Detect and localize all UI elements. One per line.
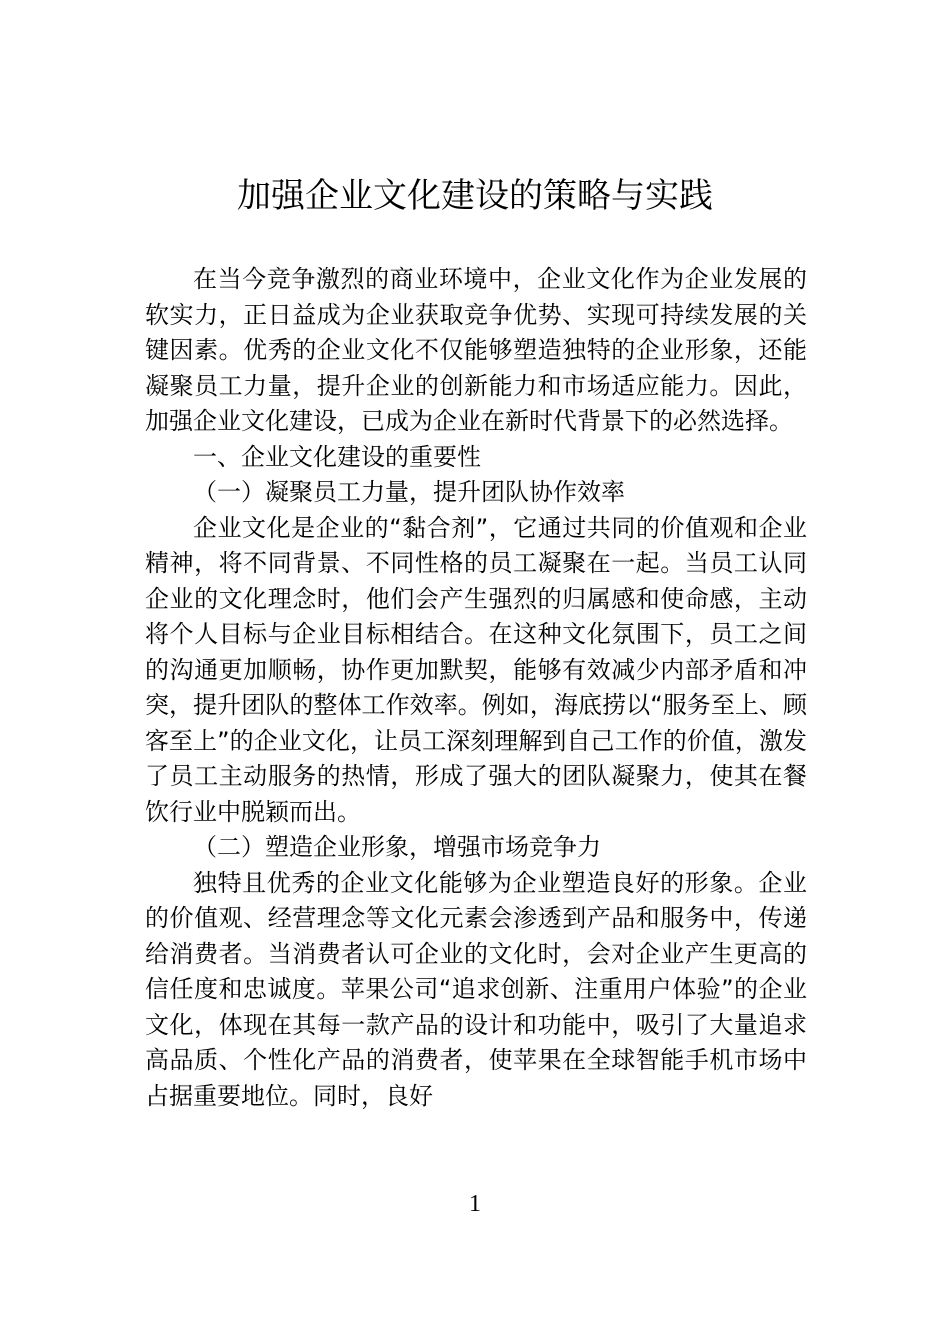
page-number: 1 bbox=[469, 1191, 481, 1217]
subsection-heading-2: （二）塑造企业形象，增强市场竞争力 bbox=[193, 833, 601, 861]
document-body bbox=[145, 262, 807, 1114]
subsection-heading-1: （一）凝聚员工力量，提升团队协作效率 bbox=[193, 478, 625, 506]
subsection-paragraph-2: 独特且优秀的企业文化能够为企业塑造良好的形象。企业的价值观、经营理念等文化元素会渗透到产品和服务中，传递给消费者。当消费者认可企业的文化时，会对企业产生更高的信任度和忠诚度。苹果公司“追求创新、注重用户体验”的企业文化，体现在其每一款产品的设计和功能中，吸引了大量追求高品质、个性化产品的消费者，使苹果在全球智能手机市场中占据重要地位。同时，良好 bbox=[145, 868, 807, 1110]
subsection-paragraph-1: 企业文化是企业的“黏合剂”，它通过共同的价值观和企业精神，将不同背景、不同性格的员工凝聚在一起。当员工认同企业的文化理念时，他们会产生强烈的归属感和使命感，主动将个人目标与企业目标相结合。在这种文化氛围下，员工之间的沟通更加顺畅，协作更加默契，能够有效减少内部矛盾和冲突，提升团队的整体工作效率。例如，海底捞以“服务至上、顾客至上”的企业文化，让员工深刻理解到自己工作的价值，激发了员工主动服务的热情，形成了强大的团队凝聚力，使其在餐饮行业中脱颖而出。 bbox=[145, 513, 807, 826]
document-title: 加强企业文化建设的策略与实践 bbox=[237, 176, 713, 216]
section-heading-1: 一、企业文化建设的重要性 bbox=[193, 442, 481, 471]
intro-paragraph: 在当今竞争激烈的商业环境中，企业文化作为企业发展的软实力，正日益成为企业获取竞争优势、实现可持续发展的关键因素。优秀的企业文化不仅能够塑造独特的企业形象，还能凝聚员工力量，提升企业的创新能力和市场适应能力。因此，加强企业文化建设，已成为企业在新时代背景下的必然选择。 bbox=[145, 265, 807, 435]
